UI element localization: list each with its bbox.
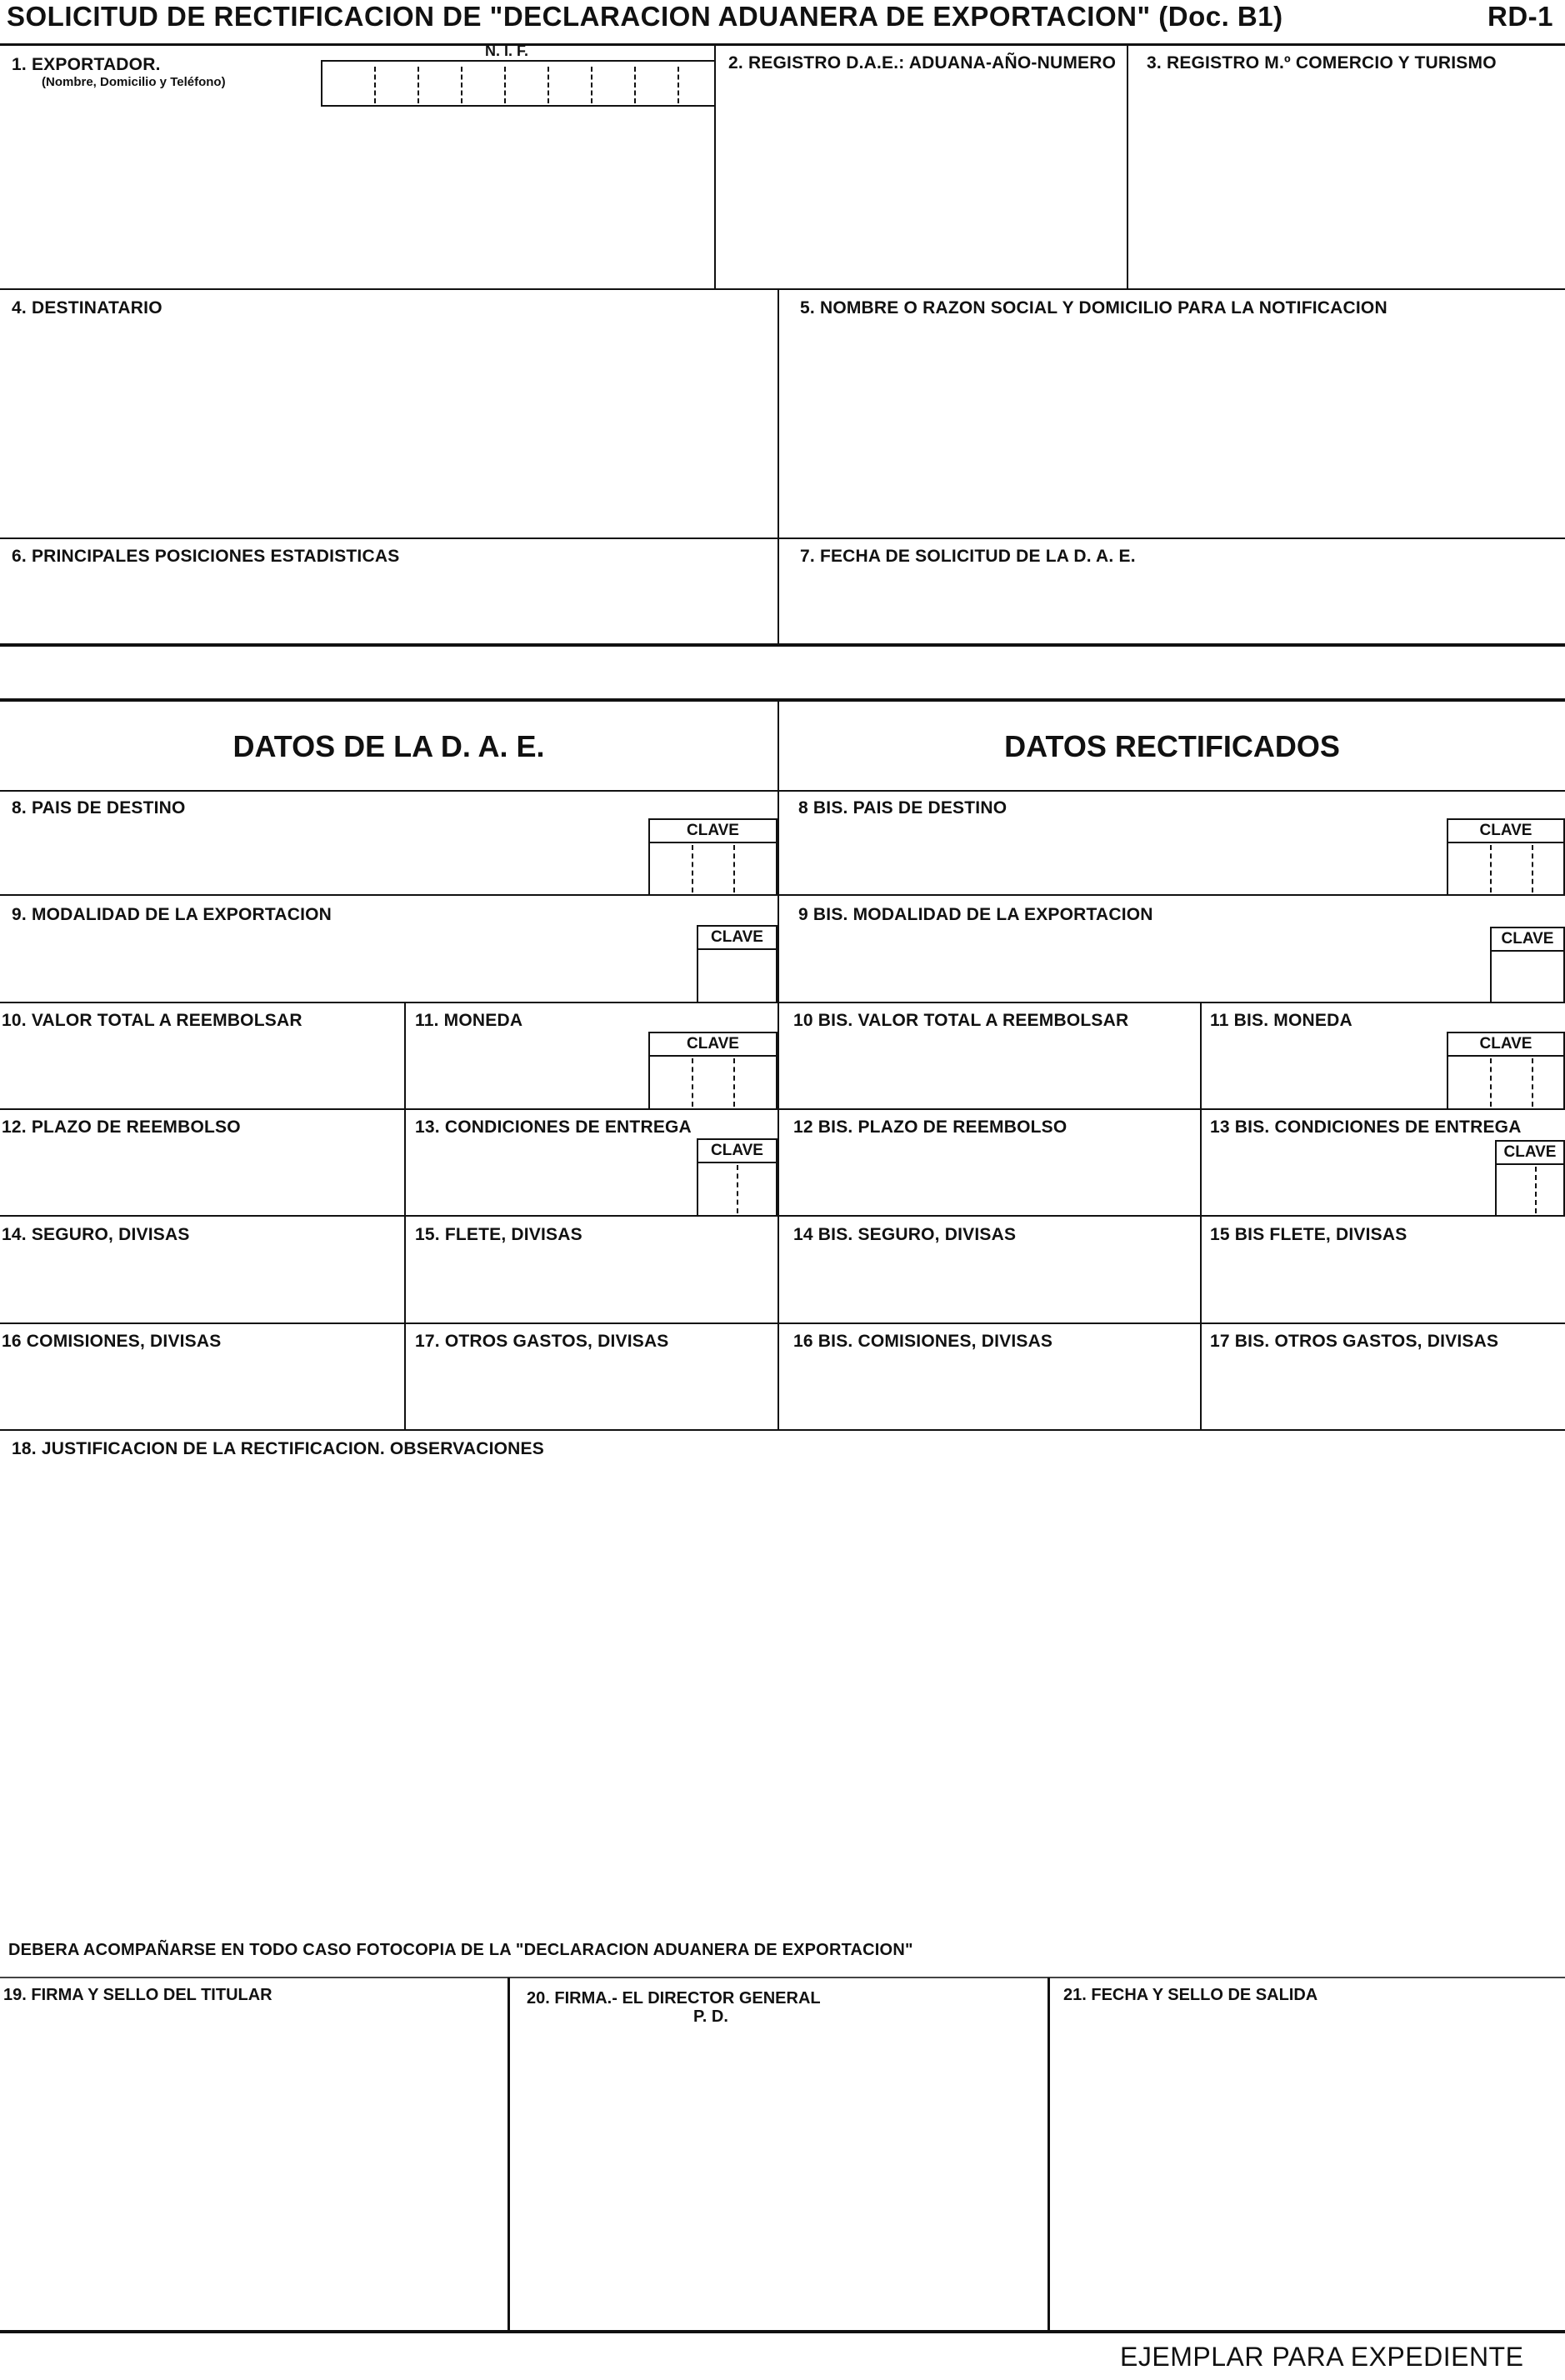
flete-bis-label: 15 BIS FLETE, DIVISAS: [1210, 1225, 1408, 1244]
firma-titular-field[interactable]: [3, 2012, 503, 2327]
valor-total-label: 10. VALOR TOTAL A REEMBOLSAR: [2, 1011, 302, 1030]
condiciones-entrega-bis-label: 13 BIS. CONDICIONES DE ENTREGA: [1210, 1118, 1522, 1137]
destinatario-label: 4. DESTINATARIO: [12, 298, 162, 318]
rule-row14: [0, 1322, 1565, 1324]
comisiones-bis-label: 16 BIS. COMISIONES, DIVISAS: [793, 1332, 1053, 1351]
clave-label: CLAVE: [698, 927, 776, 950]
pais-destino-bis-label: 8 BIS. PAIS DE DESTINO: [798, 798, 1008, 818]
pais-destino-bis-field[interactable]: [783, 823, 1443, 892]
justificacion-field[interactable]: [3, 1465, 1562, 1932]
divider-2-3: [1127, 45, 1128, 288]
clave-label: CLAVE: [698, 1140, 776, 1163]
clave-label: CLAVE: [1492, 928, 1563, 952]
condiciones-entrega-label: 13. CONDICIONES DE ENTREGA: [415, 1118, 692, 1137]
divider-20-21: [1048, 1978, 1050, 2332]
fotocopia-notice: DEBERA ACOMPAÑARSE EN TODO CASO FOTOCOPIA DE LA "DECLARACION ADUANERA DE EXPORTACION": [8, 1941, 913, 1959]
moneda-bis-label: 11 BIS. MONEDA: [1210, 1011, 1352, 1030]
clave-label: CLAVE: [650, 820, 776, 843]
registro-dae-field[interactable]: [718, 79, 1123, 286]
seguro-label: 14. SEGURO, DIVISAS: [2, 1225, 190, 1244]
modalidad-clave[interactable]: [697, 925, 778, 1003]
clave-label: CLAVE: [1448, 1033, 1563, 1057]
rule-signatures-top: [0, 1977, 1565, 1978]
registro-dae-label: 2. REGISTRO D.A.E.: ADUANA-AÑO-NUMERO: [728, 53, 1117, 72]
modalidad-bis-label: 9 BIS. MODALIDAD DE LA EXPORTACION: [798, 905, 1153, 924]
fecha-solicitud-field[interactable]: [783, 572, 1562, 640]
seguro-bis-label: 14 BIS. SEGURO, DIVISAS: [793, 1225, 1017, 1244]
rule-row10: [0, 1108, 1565, 1110]
pais-destino-bis-clave[interactable]: [1447, 818, 1565, 896]
form-code: RD-1: [1488, 1, 1554, 32]
moneda-bis-field[interactable]: [1205, 1035, 1443, 1107]
fecha-sello-salida-field[interactable]: [1053, 2012, 1562, 2327]
section-title-dae: DATOS DE LA D. A. E.: [232, 729, 545, 763]
divider-main: [778, 700, 779, 1431]
moneda-clave[interactable]: [648, 1032, 778, 1110]
rule-row8: [0, 894, 1565, 896]
destinatario-field[interactable]: [3, 323, 774, 535]
divider-right-sub: [1200, 1002, 1202, 1430]
rule-top: [0, 43, 1565, 46]
seguro-bis-field[interactable]: [783, 1248, 1197, 1320]
flete-field[interactable]: [408, 1248, 775, 1320]
rule-row16: [0, 1429, 1565, 1431]
firma-director-pd: P. D.: [693, 2008, 728, 2026]
otros-gastos-bis-field[interactable]: [1205, 1355, 1562, 1427]
posiciones-label: 6. PRINCIPALES POSICIONES ESTADISTICAS: [12, 547, 400, 566]
nif-input[interactable]: [321, 60, 716, 107]
rule-signatures-bottom: [0, 2330, 1565, 2333]
pais-destino-label: 8. PAIS DE DESTINO: [12, 798, 186, 818]
otros-gastos-field[interactable]: [408, 1355, 775, 1427]
plazo-reembolso-bis-field[interactable]: [783, 1142, 1197, 1213]
condiciones-entrega-bis-clave[interactable]: [1495, 1140, 1565, 1217]
firma-director-field[interactable]: [513, 2030, 1043, 2327]
pais-destino-clave[interactable]: [648, 818, 778, 896]
copy-label: EJEMPLAR PARA EXPEDIENTE: [1120, 2342, 1524, 2372]
divider-4-5: [778, 289, 779, 645]
comisiones-field[interactable]: [3, 1355, 402, 1427]
rule-section-bottom: [0, 790, 1565, 792]
rule-row9: [0, 1002, 1565, 1003]
modalidad-bis-field[interactable]: [783, 930, 1487, 1000]
clave-label: CLAVE: [1448, 820, 1563, 843]
plazo-reembolso-bis-label: 12 BIS. PLAZO DE REEMBOLSO: [793, 1118, 1068, 1137]
moneda-field[interactable]: [408, 1035, 645, 1107]
rule-row12: [0, 1215, 1565, 1217]
modalidad-label: 9. MODALIDAD DE LA EXPORTACION: [12, 905, 332, 924]
firma-titular-label: 19. FIRMA Y SELLO DEL TITULAR: [3, 1986, 272, 2004]
pais-destino-field[interactable]: [3, 823, 645, 892]
modalidad-field[interactable]: [3, 930, 693, 1000]
justificacion-label: 18. JUSTIFICACION DE LA RECTIFICACION. OBSERVACIONES: [12, 1439, 544, 1458]
comisiones-label: 16 COMISIONES, DIVISAS: [2, 1332, 222, 1351]
otros-gastos-label: 17. OTROS GASTOS, DIVISAS: [415, 1332, 669, 1351]
form-title: SOLICITUD DE RECTIFICACION DE "DECLARACION ADUANERA DE EXPORTACION" (Doc. B1): [7, 1, 1283, 32]
condiciones-entrega-clave[interactable]: [697, 1138, 778, 1217]
notificacion-field[interactable]: [783, 323, 1562, 535]
clave-label: CLAVE: [650, 1033, 776, 1057]
moneda-label: 11. MONEDA: [415, 1011, 523, 1030]
divider-19-20: [508, 1978, 510, 2332]
condiciones-entrega-bis-field[interactable]: [1205, 1142, 1492, 1213]
rule-section-top: [0, 698, 1565, 702]
plazo-reembolso-field[interactable]: [3, 1142, 402, 1213]
valor-total-field[interactable]: [3, 1035, 402, 1107]
exportador-field[interactable]: [3, 108, 712, 285]
condiciones-entrega-field[interactable]: [408, 1142, 693, 1213]
fecha-sello-salida-label: 21. FECHA Y SELLO DE SALIDA: [1063, 1986, 1318, 2004]
exportador-sublabel: (Nombre, Domicilio y Teléfono): [42, 75, 226, 89]
posiciones-field[interactable]: [3, 572, 774, 640]
divider-left-sub: [404, 1002, 406, 1430]
registro-comercio-field[interactable]: [1132, 79, 1562, 286]
comisiones-bis-field[interactable]: [783, 1355, 1197, 1427]
section-title-rectificados: DATOS RECTIFICADOS: [1004, 729, 1340, 763]
rule-row2-bottom: [0, 538, 1565, 539]
exportador-label: 1. EXPORTADOR.: [12, 55, 161, 74]
seguro-field[interactable]: [3, 1248, 402, 1320]
flete-bis-field[interactable]: [1205, 1248, 1562, 1320]
moneda-bis-clave[interactable]: [1447, 1032, 1565, 1110]
otros-gastos-bis-label: 17 BIS. OTROS GASTOS, DIVISAS: [1210, 1332, 1499, 1351]
rule-row3-bottom: [0, 643, 1565, 647]
modalidad-bis-clave[interactable]: [1490, 927, 1565, 1003]
notificacion-label: 5. NOMBRE O RAZON SOCIAL Y DOMICILIO PARA LA NOTIFICACION: [800, 298, 1388, 318]
valor-total-bis-field[interactable]: [783, 1035, 1197, 1107]
flete-label: 15. FLETE, DIVISAS: [415, 1225, 582, 1244]
registro-comercio-label: 3. REGISTRO M.º COMERCIO Y TURISMO: [1147, 53, 1497, 72]
valor-total-bis-label: 10 BIS. VALOR TOTAL A REEMBOLSAR: [793, 1011, 1129, 1030]
firma-director-label: 20. FIRMA.- EL DIRECTOR GENERAL: [527, 1989, 821, 2008]
plazo-reembolso-label: 12. PLAZO DE REEMBOLSO: [2, 1118, 241, 1137]
clave-label: CLAVE: [1497, 1142, 1563, 1165]
rule-row1-bottom: [0, 288, 1565, 290]
fecha-solicitud-label: 7. FECHA DE SOLICITUD DE LA D. A. E.: [800, 547, 1136, 566]
nif-label: N. I. F.: [485, 42, 529, 59]
